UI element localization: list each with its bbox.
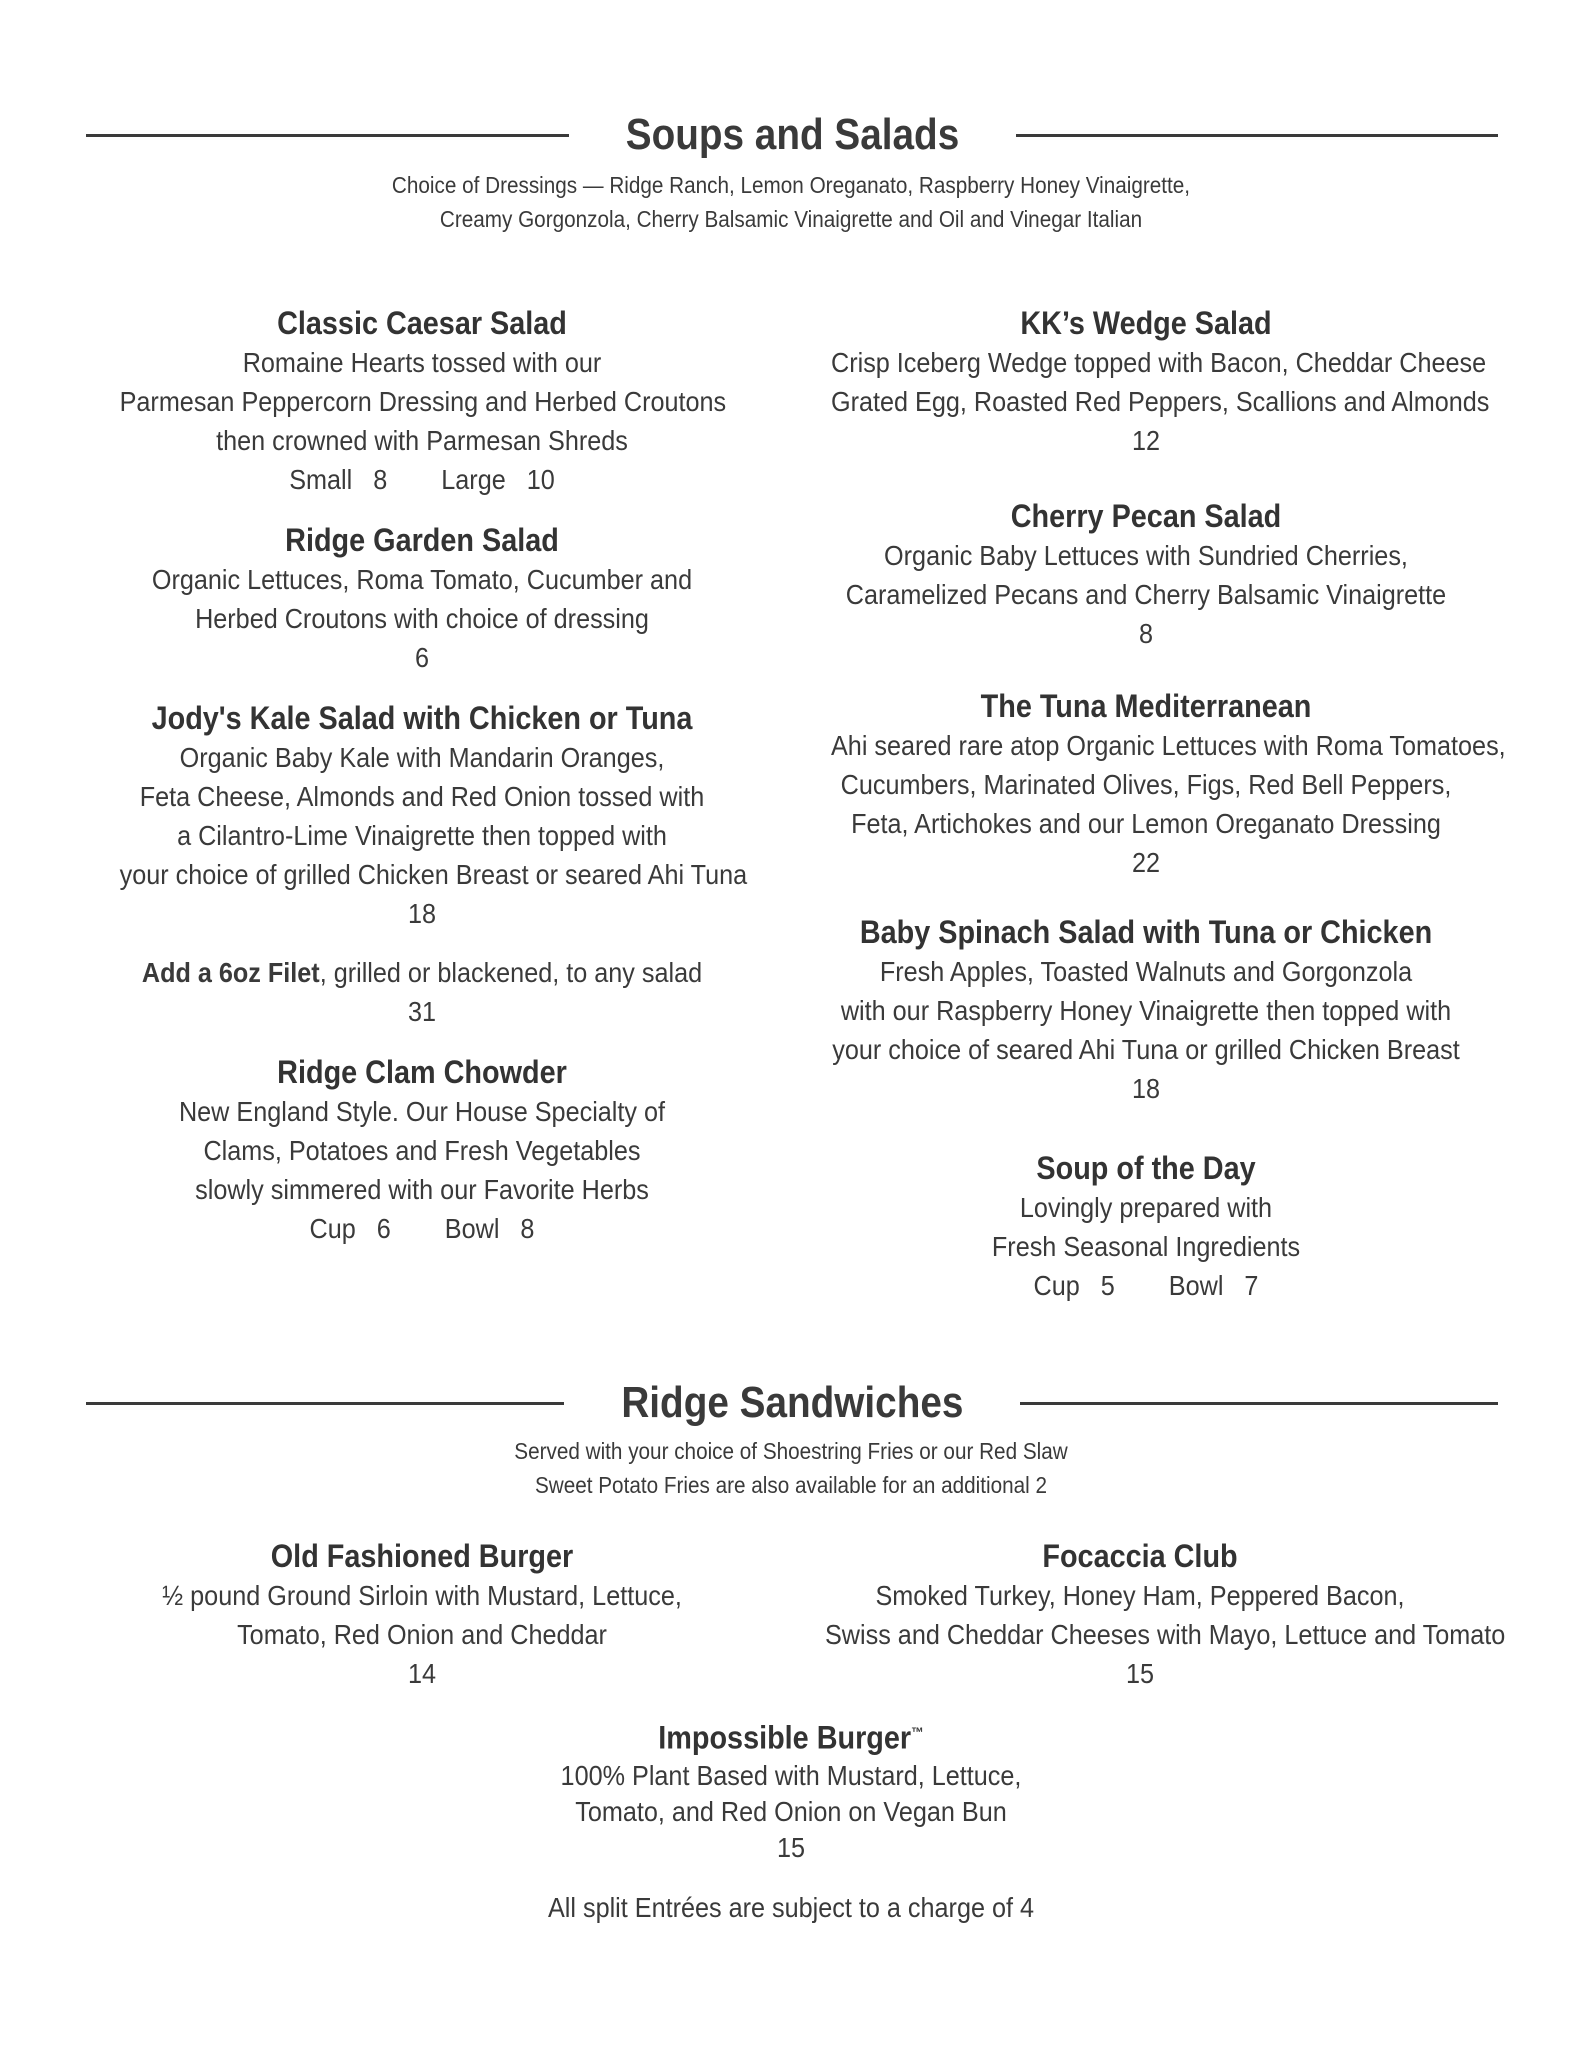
item-desc: Romaine Hearts tossed with our [242, 347, 602, 378]
item-desc: Tomato, and Red Onion on Vegan Bun [575, 1795, 1007, 1827]
item-name: Cherry Pecan Salad [1010, 498, 1282, 534]
menu-item-tuna [796, 686, 1506, 882]
item-desc: Fresh Apples, Toasted Walnuts and Gorgonzola [879, 956, 1413, 987]
item-desc: Crisp Iceberg Wedge topped with Bacon, Cheddar Cheese [831, 347, 1487, 378]
item-price [831, 1266, 1461, 1305]
right-column [796, 303, 1506, 1305]
sandwich-left-column [86, 1536, 758, 1693]
size-bowl: Bowl 8 [444, 1213, 535, 1244]
item-desc: Smoked Turkey, Honey Ham, Peppered Bacon, [875, 1580, 1405, 1611]
item-price: 18 [407, 898, 437, 929]
sides-note [79, 1434, 1503, 1502]
split-charge-note: All split Entrées are subject to a charge of 4 [547, 1892, 1035, 1923]
soups-salads-header [86, 110, 1498, 160]
dressings-line-1: Choice of Dressings — Ridge Ranch, Lemon Oreganato, Raspberry Honey Vinaigrette, [391, 172, 1191, 198]
sandwich-right-column [790, 1536, 1506, 1693]
item-name: Ridge Garden Salad [285, 522, 559, 558]
left-column [86, 303, 758, 1248]
item-desc: a Cilantro-Lime Vinaigrette then topped with [177, 820, 667, 851]
sandwiches-title: Ridge Sandwiches [620, 1378, 964, 1427]
sides-line-2: Sweet Potato Fries are also available for an additional 2 [534, 1472, 1048, 1498]
item-desc: slowly simmered with our Favorite Herbs [195, 1174, 649, 1205]
item-name: Old Fashioned Burger [270, 1538, 574, 1574]
sandwiches-header [86, 1378, 1498, 1428]
item-desc: your choice of seared Ahi Tuna or grilled Chicken Breast [832, 1034, 1460, 1065]
item-desc: Organic Baby Lettuces with Sundried Cherries, [884, 540, 1408, 571]
item-name: Jody's Kale Salad with Chicken or Tuna [151, 700, 693, 736]
item-desc: Herbed Croutons with choice of dressing [195, 603, 649, 634]
menu-item-garden [86, 520, 758, 677]
item-desc: with our Raspberry Honey Vinaigrette then topped with [840, 995, 1452, 1026]
item-desc: Ahi seared rare atop Organic Lettuces with Roma Tomatoes, [831, 730, 1506, 761]
dressings-line-2: Creamy Gorgonzola, Cherry Balsamic Vinaigrette and Oil and Vinegar Italian [439, 206, 1143, 232]
size-small: Small 8 [289, 464, 388, 495]
menu-item-soup-of-day [796, 1148, 1496, 1305]
item-desc: Tomato, Red Onion and Cheddar [237, 1619, 607, 1650]
size-large: Large 10 [441, 464, 555, 495]
impossible-name: Impossible Burger [658, 1719, 912, 1756]
filet-bold: Add a 6oz Filet [141, 957, 320, 988]
menu-item-club [790, 1536, 1506, 1693]
size-bowl: Bowl 7 [1168, 1270, 1259, 1301]
item-desc: Organic Lettuces, Roma Tomato, Cucumber and [151, 564, 693, 595]
item-desc: Feta, Artichokes and our Lemon Oreganato Dressing [851, 808, 1441, 839]
item-price: 15 [776, 1831, 806, 1863]
item-desc: Clams, Potatoes and Fresh Vegetables [203, 1135, 641, 1166]
item-price: 22 [1131, 847, 1161, 878]
item-desc: Feta Cheese, Almonds and Red Onion tossed with [139, 781, 705, 812]
item-price: 15 [1125, 1658, 1155, 1689]
menu-item-spinach [796, 912, 1496, 1108]
item-name: Ridge Clam Chowder [277, 1054, 567, 1090]
menu-item-kale [86, 698, 758, 933]
item-desc: then crowned with Parmesan Shreds [216, 425, 628, 456]
item-price: 14 [407, 1658, 437, 1689]
menu-item-chowder [86, 1052, 758, 1248]
item-desc: your choice of grilled Chicken Breast or seared Ahi Tuna [119, 859, 748, 890]
header-rule-right [1020, 1402, 1498, 1405]
item-name: KK’s Wedge Salad [1020, 305, 1272, 341]
item-desc: Fresh Seasonal Ingredients [991, 1231, 1301, 1262]
menu-item-filet-addon [86, 953, 758, 1031]
soups-salads-title: Soups and Salads [625, 110, 959, 159]
item-name: Classic Caesar Salad [277, 305, 567, 341]
menu-item-cherry-pecan [796, 496, 1496, 653]
item-desc: Caramelized Pecans and Cherry Balsamic Vinaigrette [845, 579, 1447, 610]
size-cup: Cup 5 [1033, 1270, 1115, 1301]
trademark-mark: ™ [911, 1724, 924, 1740]
item-desc: Parmesan Peppercorn Dressing and Herbed Croutons [119, 386, 727, 417]
header-rule-left [86, 1402, 564, 1405]
item-desc: Lovingly prepared with [1019, 1192, 1273, 1223]
item-desc: ½ pound Ground Sirloin with Mustard, Lettuce, [162, 1580, 682, 1611]
sides-line-1: Served with your choice of Shoestring Fries or our Red Slaw [514, 1438, 1068, 1464]
menu-item-wedge [796, 303, 1496, 460]
menu-item-caesar [86, 303, 758, 499]
item-price: 8 [1138, 618, 1154, 649]
menu-item-burger [86, 1536, 758, 1693]
item-name: Soup of the Day [1036, 1150, 1256, 1186]
item-price: 18 [1131, 1073, 1161, 1104]
item-desc: Swiss and Cheddar Cheeses with Mayo, Lettuce and Tomato [825, 1619, 1506, 1650]
filet-rest: , grilled or blackened, to any salad [319, 957, 703, 988]
item-desc: 100% Plant Based with Mustard, Lettuce, [560, 1759, 1022, 1791]
item-name: The Tuna Mediterranean [980, 688, 1312, 724]
item-desc: Cucumbers, Marinated Olives, Figs, Red Bell Peppers, [840, 769, 1452, 800]
dressings-note [79, 168, 1503, 236]
item-price: 12 [1131, 425, 1161, 456]
item-price: 6 [414, 642, 430, 673]
header-rule-left [86, 134, 569, 137]
sandwich-center-column [441, 1712, 1141, 1866]
item-price [120, 460, 725, 499]
item-price: 31 [407, 996, 437, 1027]
item-desc [120, 953, 725, 992]
header-rule-right [1016, 134, 1499, 137]
item-price [120, 1209, 725, 1248]
item-name: Focaccia Club [1042, 1538, 1238, 1574]
item-desc: Organic Baby Kale with Mandarin Oranges, [179, 742, 665, 773]
item-desc: New England Style. Our House Specialty of [178, 1096, 666, 1127]
size-cup: Cup 6 [309, 1213, 391, 1244]
menu-item-impossible [441, 1712, 1141, 1866]
item-name: Baby Spinach Salad with Tuna or Chicken [859, 914, 1433, 950]
item-name [476, 1712, 1106, 1758]
item-desc: Grated Egg, Roasted Red Peppers, Scallions and Almonds [831, 386, 1490, 417]
